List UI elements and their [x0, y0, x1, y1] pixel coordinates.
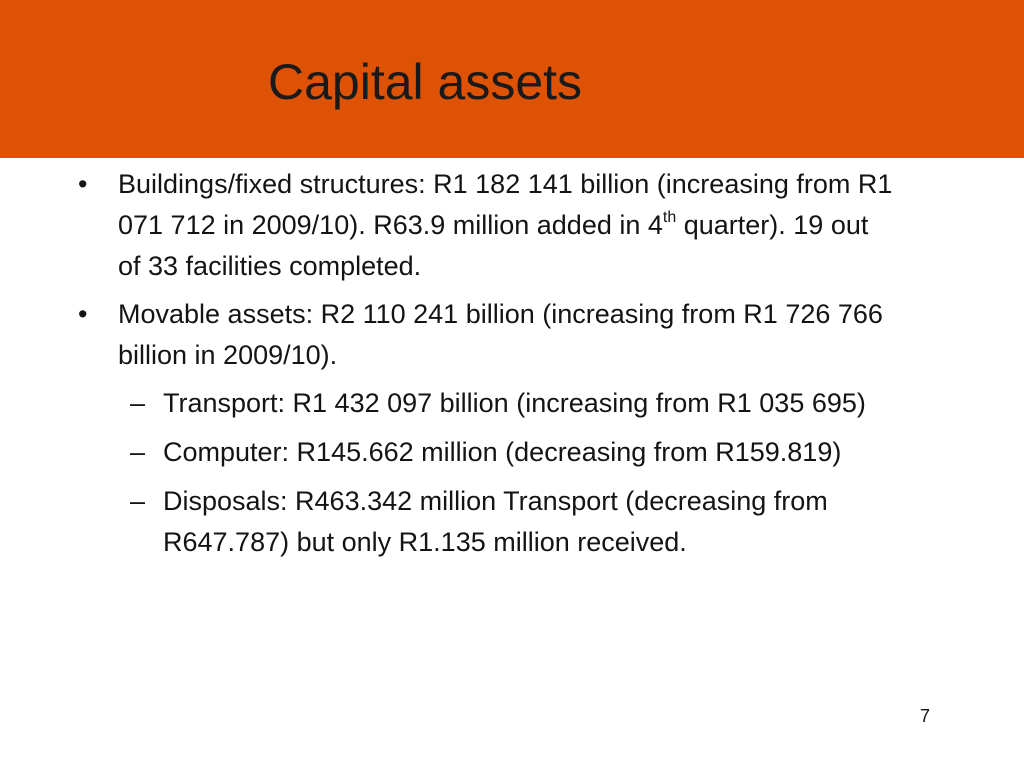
bullet-buildings-text-cont: quarter). 19 out of 33 facilities completed.	[118, 210, 869, 281]
slide-content	[0, 164, 1024, 571]
bullet-marker: •	[78, 299, 88, 329]
slide-title: Capital assets	[268, 54, 583, 110]
sub-bullet-marker: –	[130, 437, 146, 467]
bullet-marker: •	[78, 169, 88, 199]
sub-bullet-disposals-text: Disposals: R463.342 million Transport (decreasing from R647.787) but only R1.135 million received.	[163, 486, 828, 557]
bullet-movable-assets-text: Movable assets: R2 110 241 billion (increasing from R1 726 766 billion in 2009/10).	[118, 299, 883, 370]
sub-bullet-marker: –	[130, 486, 146, 516]
sub-bullet-transport-text: Transport: R1 432 097 billion (increasing from R1 035 695)	[163, 388, 866, 418]
sub-bullet-computer-text: Computer: R145.662 million (decreasing from R159.819)	[163, 437, 842, 467]
page-number: 7	[920, 706, 931, 726]
sub-bullet-transport	[0, 383, 925, 424]
bullet-movable-assets	[0, 294, 898, 376]
sub-bullet-disposals	[0, 481, 925, 563]
sub-bullet-marker: –	[130, 388, 146, 418]
ordinal-superscript: th	[662, 209, 677, 226]
sub-bullet-computer	[0, 432, 925, 473]
bullet-buildings	[0, 164, 898, 287]
header-band	[0, 0, 1024, 158]
bullet-buildings-text: Buildings/fixed structures: R1 182 141 billion (increasing from R1 071 712 in 2009/10). R63.9 million added in 4	[118, 169, 893, 240]
